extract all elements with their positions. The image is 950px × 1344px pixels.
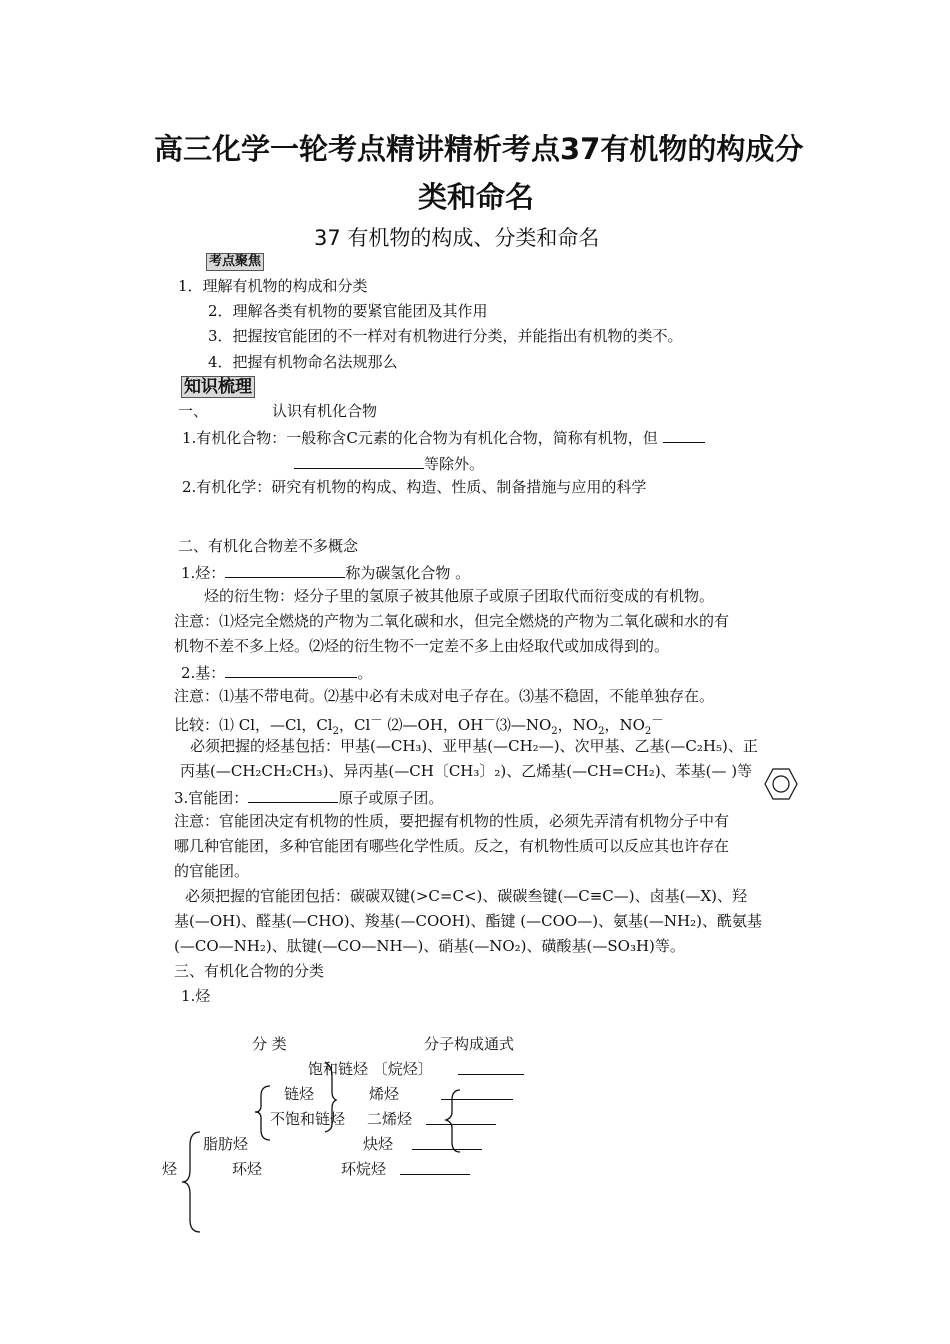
brace-unsaturated [446, 1090, 460, 1152]
compare-sup2: － [483, 712, 496, 727]
focus-tag: 考点聚焦 [206, 253, 264, 271]
group-label: 2.基： [181, 664, 226, 682]
focus-item-2: 2．理解各类有机物的要紧官能团及其作用 [208, 302, 488, 320]
page-title-line2: 类和命名 [418, 180, 535, 214]
group-end: 。 [357, 664, 373, 682]
section1-title: 认识有机化合物 [272, 402, 378, 420]
hydrocarbon-text: 称为碳氢化合物 。 [345, 564, 471, 582]
section3-title: 三、有机化合物的分类 [174, 962, 325, 980]
alkyl-line2: 丙基(—CH₂CH₂CH₃)、异丙基(—CH〔CH₃〕₂)、乙烯基(—CH=CH₂)、苯基(— )等 [180, 762, 753, 780]
focus-item-3: 3．把握按官能团的不一样对有机物进行分类，并能指出有机物的类不。 [208, 327, 683, 345]
tree-aliphatic: 脂肪烃 [203, 1135, 249, 1153]
compare-item1: ⑴ Cl，—Cl，Cl [219, 716, 333, 734]
compare-sub5: 2 [644, 726, 652, 737]
page-subtitle: 37 有机物的构成、分类和命名 [314, 226, 600, 250]
compare-sub4: 2 [598, 726, 605, 737]
fg-list-line2: 基(—OH)、醛基(—CHO)、羧基(—COOH)、酯键 (—COO—)、氨基(—NH₂)、酰氨基 [174, 912, 762, 930]
tree-cycloalkane: 环烷烃 [341, 1160, 387, 1178]
compare-item1b: ，Cl [338, 716, 371, 734]
tree-hydrocarbon: 烃 [162, 1160, 178, 1178]
section2-title: 二、有机化合物差不多概念 [178, 537, 359, 555]
tree-cyclic: 环烃 [232, 1160, 263, 1178]
tree-unsaturated: 不饱和链烃 [270, 1110, 346, 1128]
tree-alkyne: 炔烃 [363, 1135, 394, 1153]
compare-item2: ⑵—OH，OH [382, 716, 484, 734]
tree-diene: 二烯烃 [367, 1110, 413, 1128]
fg-list-line1: 必须把握的官能团包括：碳碳双键(>C=C<)、碳碳叁键(—C≡C—)、卤基(—X)、羟 [185, 887, 747, 905]
focus-item-1: 1．理解有机物的构成和分类 [178, 277, 368, 295]
compare-item3: ⑶—NO [495, 716, 552, 734]
brace-aliphatic [255, 1086, 270, 1140]
note3-line1: 注意：官能团决定有机物的性质，要把握有机物的性质，必须先弄清有机物分子中有 [174, 812, 730, 830]
tree-chain: 链烃 [284, 1085, 315, 1103]
note3-line3: 的官能团。 [174, 862, 250, 880]
hydrocarbon-label: 1.烃： [181, 564, 226, 582]
note3-line2: 哪几种官能团，多种官能团有哪些化学性质。反之，有机物性质可以反应其也许存在 [174, 837, 730, 855]
tree-col-class: 分 类 [252, 1035, 287, 1053]
organic-chemistry-def: 2.有机化学：研究有机物的构成、构造、性质、制备措施与应用的科学 [182, 478, 647, 496]
hydrocarbon-subtitle: 1.烃 [181, 987, 211, 1005]
knowledge-tag: 知识梳理 [181, 376, 255, 398]
page-title-line1: 高三化学一轮考点精讲精析考点37有机物的构成分 [154, 132, 804, 166]
derivative-def: 烃的衍生物：烃分子里的氢原子被其他原子或原子团取代而衍变成的有机物。 [204, 587, 715, 605]
brace-chain [325, 1062, 336, 1132]
compare-sup: － [370, 712, 383, 727]
section1-number: 一、 [178, 402, 209, 420]
fg-label: 3.官能团： [174, 789, 249, 807]
tree-alkene: 烯烃 [369, 1085, 400, 1103]
compare-item3b: ，NO [557, 716, 599, 734]
fg-text: 原子或原子团。 [338, 789, 444, 807]
compare-sup3: － [651, 712, 664, 727]
focus-item-4: 4．把握有机物命名法规那么 [208, 353, 398, 371]
brace-hydrocarbon [182, 1132, 200, 1232]
except-text: 等除外。 [424, 455, 485, 473]
compare-sub: 2 [332, 726, 339, 737]
compare-item3c: ，NO [604, 716, 645, 734]
tree-saturated: 饱和链烃 〔烷烃〕 [308, 1060, 433, 1078]
organic-compound-text: 1.有机化合物：一般称含C元素的化合物为有机化合物，简称有机物，但 [182, 429, 658, 447]
compare-sub3: 2 [551, 726, 558, 737]
tree-col-formula: 分子构成通式 [424, 1035, 515, 1053]
alkyl-line1: 必须把握的烃基包括：甲基(—CH₃)、亚甲基(—CH₂—)、次甲基、乙基(—C₂H₅)、正 [190, 737, 758, 755]
compare-label: 比较： [174, 716, 220, 734]
fg-list-line3: (—CO—NH₂)、肽键(—CO—NH—)、硝基(—NO₂)、磺酸基(—SO₃H)等。 [174, 937, 685, 955]
note1-line1: 注意：⑴烃完全燃烧的产物为二氧化碳和水，但完全燃烧的产物为二氧化碳和水的有 [174, 612, 730, 630]
note2: 注意：⑴基不带电荷。⑵基中必有未成对电子存在。⑶基不稳固，不能单独存在。 [174, 687, 715, 705]
note1-line2: 机物不差不多上烃。⑵烃的衍生物不一定差不多上由烃取代或加成得到的。 [174, 637, 670, 655]
